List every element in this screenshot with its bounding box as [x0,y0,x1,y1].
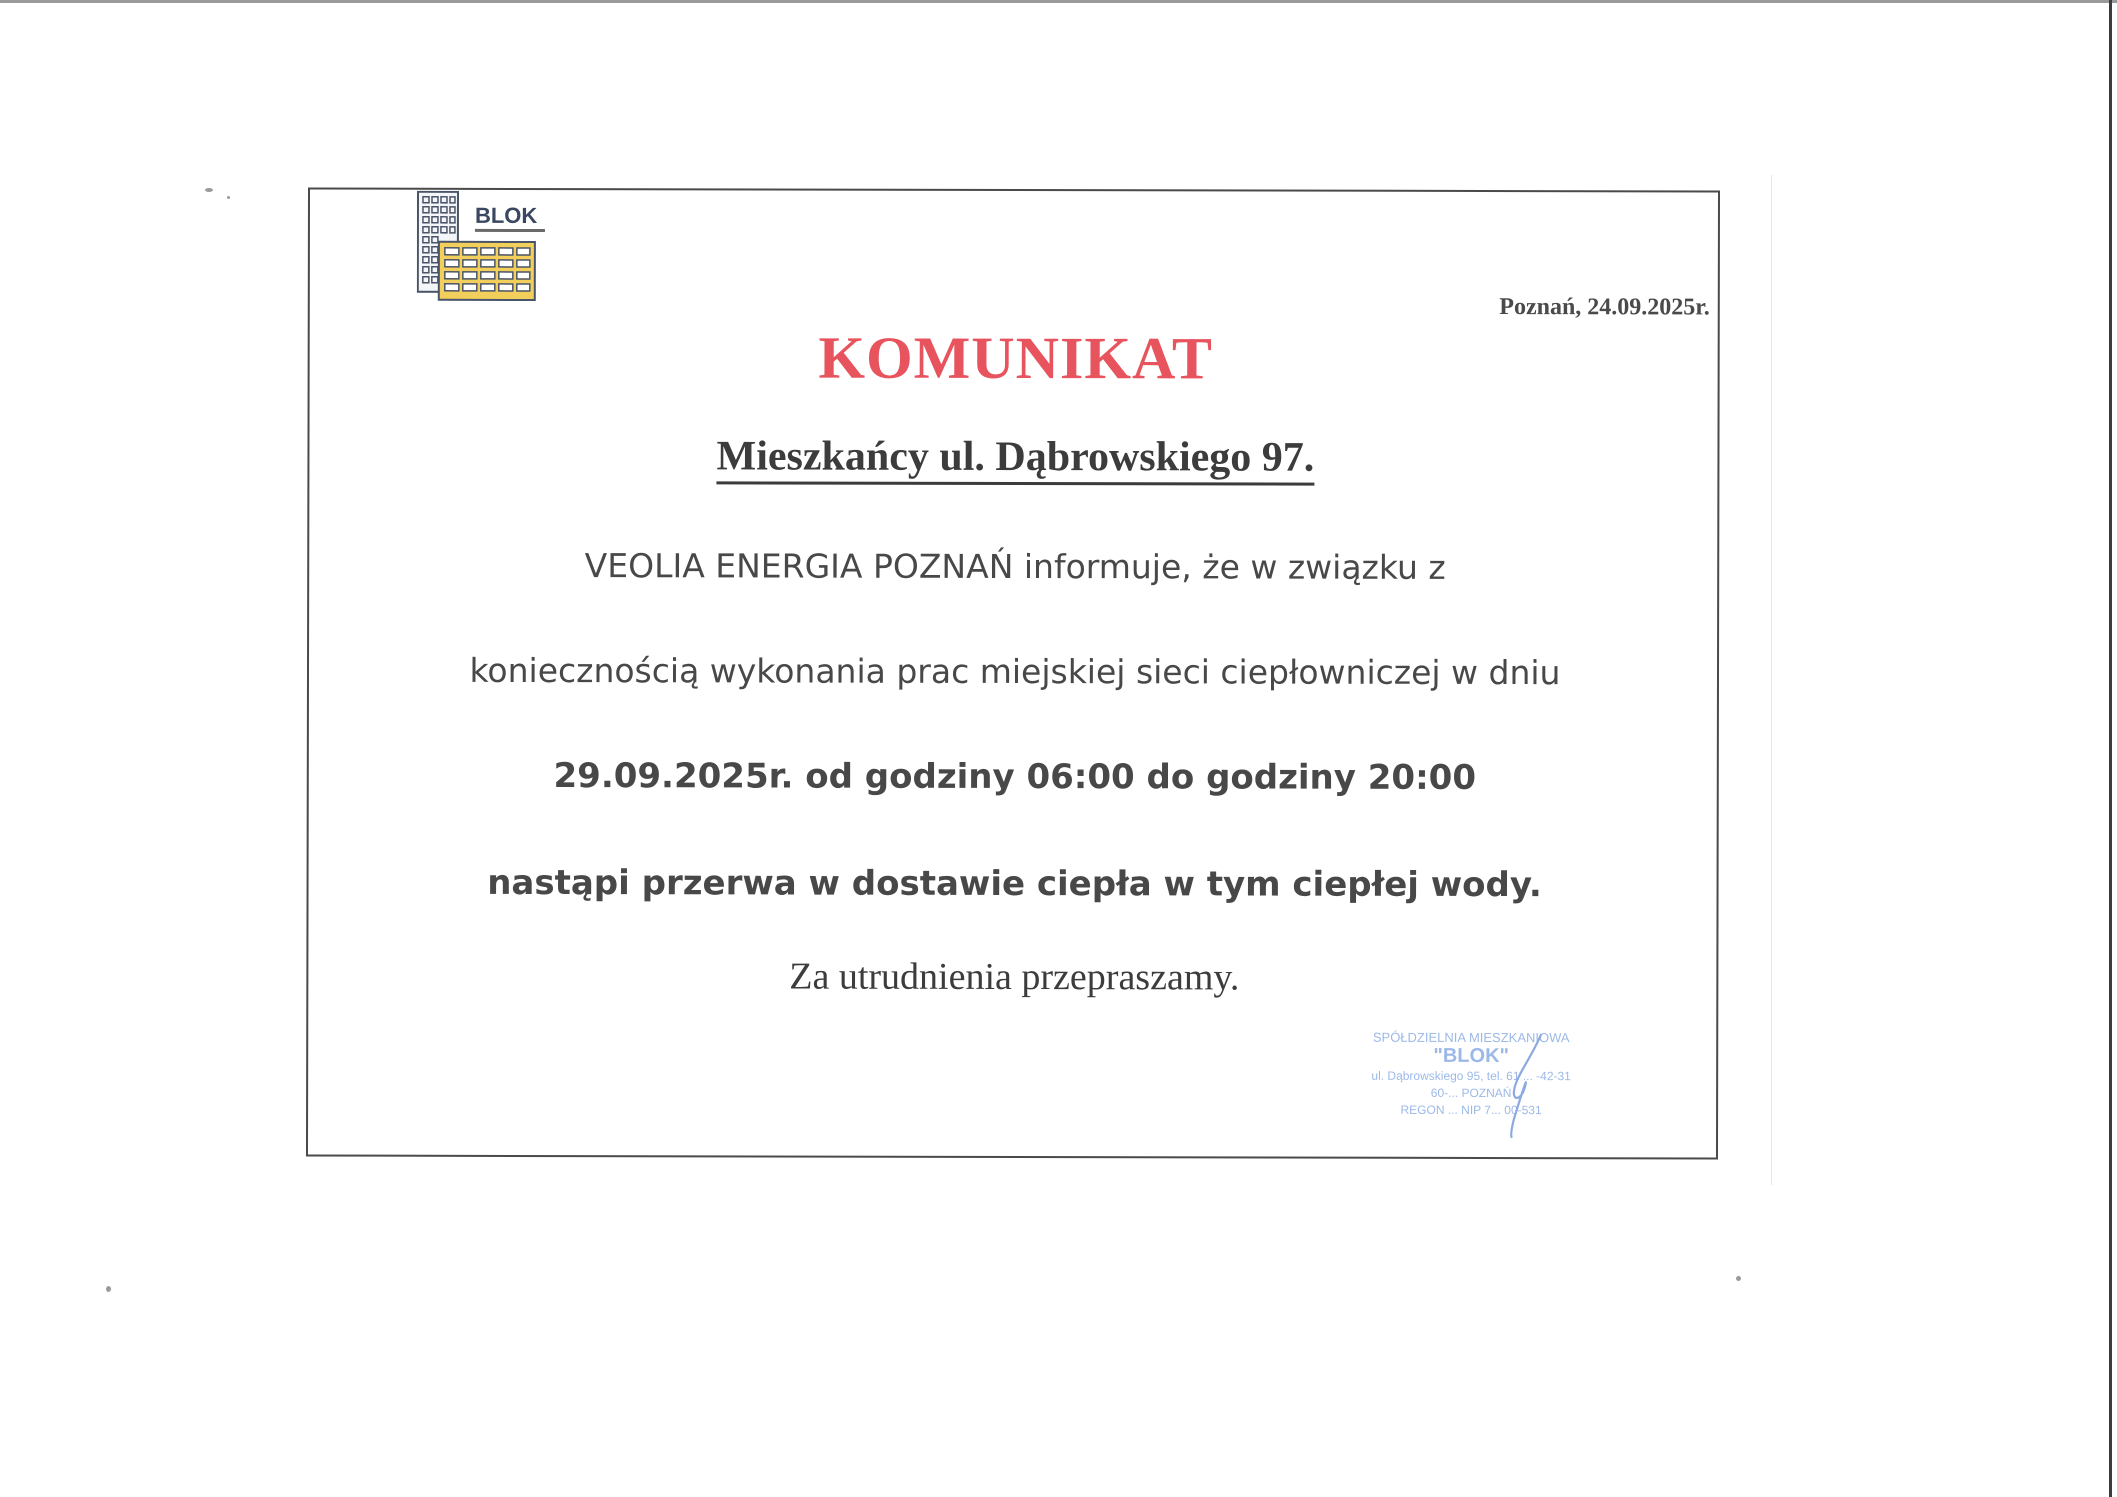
cooperative-stamp [1346,1028,1616,1139]
notice-date: Poznań, 24.09.2025r. [1499,294,1710,321]
scan-top-edge [0,0,2117,3]
notice-line-2: koniecznością wykonania prac miejskiej sieci ciepłowniczej w dniu [469,650,1561,693]
stamp-line-4: 60-... POZNAŃ [1430,1085,1512,1101]
scan-speck [1736,1276,1741,1281]
logo-subtitle-mark [475,229,545,232]
blok-logo [417,191,537,303]
logo-wordmark: BLOK [474,202,538,229]
notice-addressee [309,432,1721,483]
stamp-line-3: ul. Dąbrowskiego 95, tel. 61 ... -42-31 [1371,1068,1571,1084]
scan-right-edge [2109,0,2112,1497]
notice-closing: Za utrudnienia przepraszamy. [789,955,1240,999]
stamp-and-signature-icon [1346,1028,1616,1139]
notice-line-4-interruption: nastąpi przerwa w dostawie ciepła w tym ciepłej wody. [487,862,1542,906]
notice-sheet [306,188,1720,1160]
scan-speck [227,196,230,199]
stamp-line-2: "BLOK" [1433,1044,1510,1068]
signature-stroke [1511,1034,1541,1138]
stamp-line-1: SPÓŁDZIELNIA MIESZKANIOWA [1372,1029,1570,1046]
addressee-text: Mieszkańcy ul. Dąbrowskiego 97. [717,433,1315,485]
notice-title: KOMUNIKAT [818,324,1213,392]
notice-line-1: VEOLIA ENERGIA POZNAŃ informuje, że w związku z [584,546,1446,587]
scan-faint-edge [1771,175,1772,1185]
stamp-line-5: REGON ... NIP 7... 00-531 [1400,1102,1542,1118]
notice-line-3-date-time: 29.09.2025r. od godziny 06:00 do godziny 20:00 [553,756,1477,798]
scan-speck [106,1286,111,1292]
scan-speck [205,188,213,192]
